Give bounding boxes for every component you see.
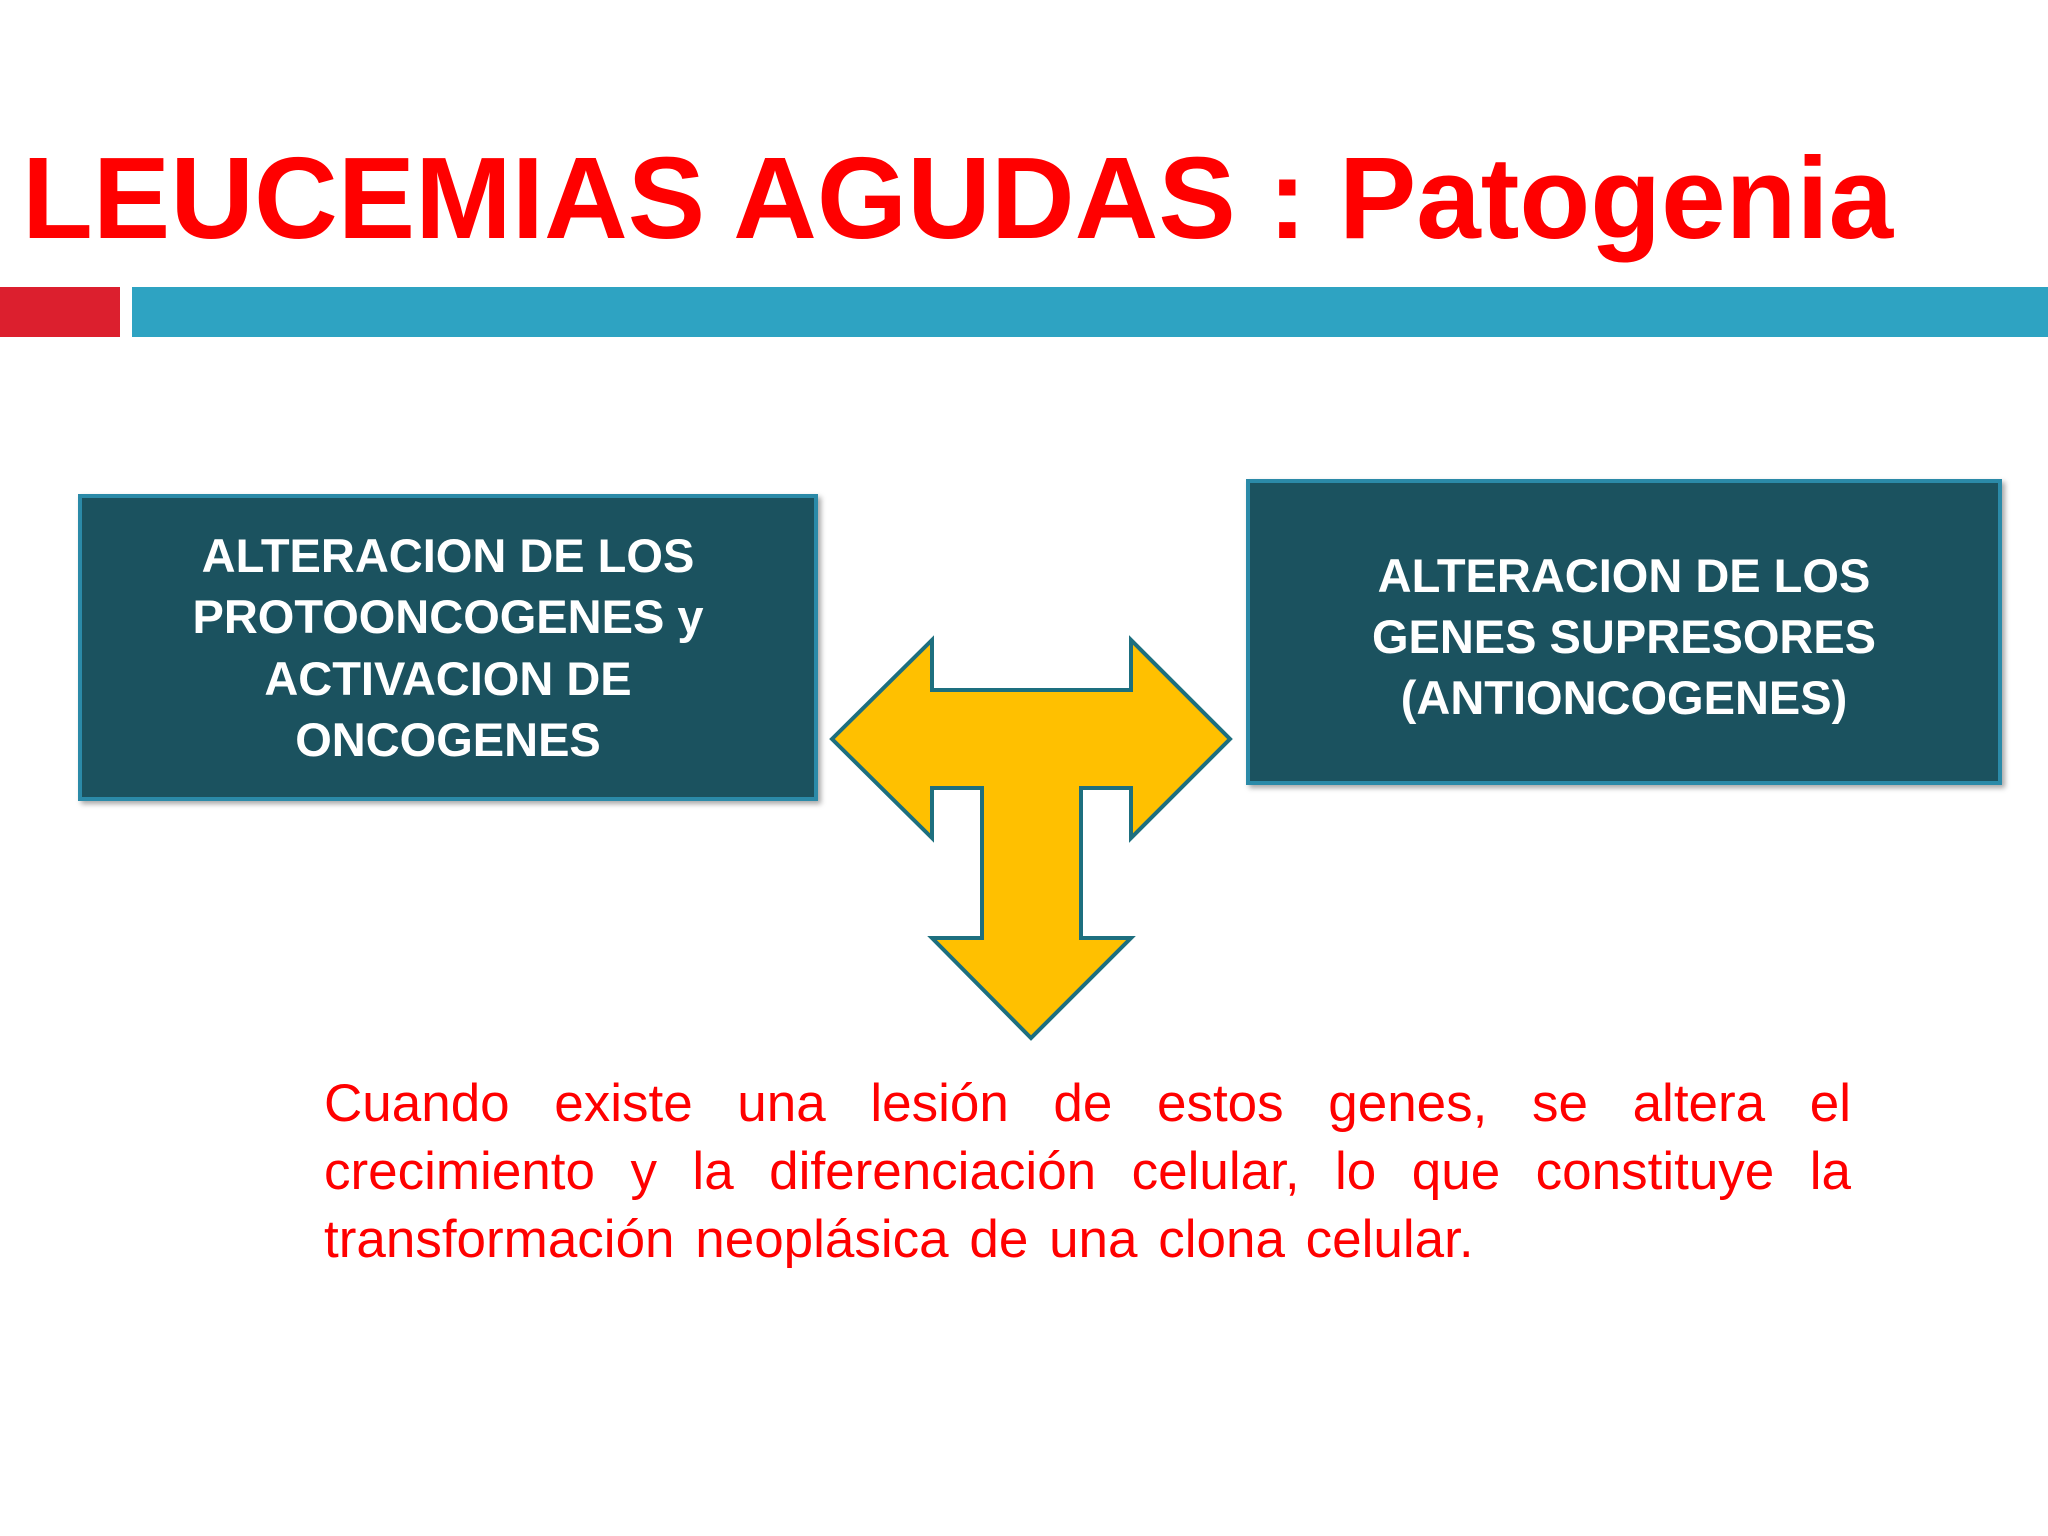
protooncogenes-box-label: ALTERACION DE LOS PROTOONCOGENES y ACTIVACION DE ONCOGENES [192, 529, 704, 766]
pathogenesis-description: Cuando existe una lesión de estos genes, se altera el crecimiento y la diferenciación celular, lo que constituye la transformación neoplásica de una clona celular. [324, 1074, 1851, 1269]
title-rule-teal-segment [132, 287, 2048, 337]
tumor-suppressor-genes-box [1246, 479, 2002, 785]
title-rule-red-segment [0, 287, 120, 337]
slide-title: LEUCEMIAS AGUDAS : Patogenia [22, 133, 1894, 263]
protooncogenes-box [78, 494, 818, 801]
three-way-arrow-shape [832, 640, 1230, 1038]
three-way-arrow-icon [826, 634, 1236, 1044]
tumor-suppressor-genes-box-label: ALTERACION DE LOS GENES SUPRESORES (ANTIONCOGENES) [1371, 549, 1877, 725]
